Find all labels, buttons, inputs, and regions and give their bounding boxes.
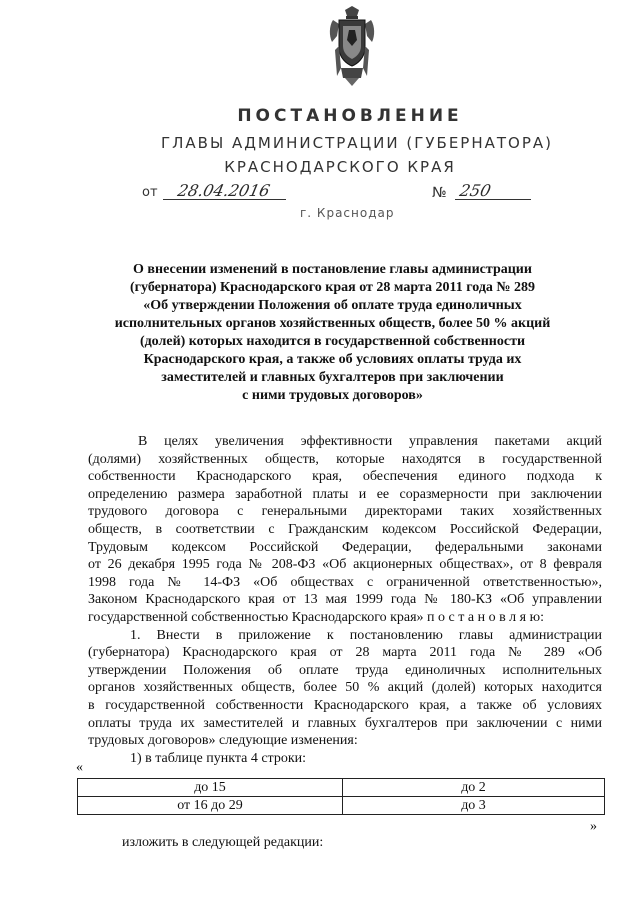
body-line: 1) в таблице пункта 4 строки: [130,750,307,766]
title-line: исполнительных органов хозяйственных обществ, более 50 % акций [114,316,551,331]
title-line: «Об утверждении Положения об оплате труда единоличных [143,298,522,313]
body-line: от 26 декабря 1995 года № 208-ФЗ «Об акционерных обществах», от 8 февраля [88,557,602,573]
body-line: Законом Краснодарского края от 13 мая 1999 года № 180-КЗ «Об управлении [88,592,602,608]
title-line: заместителей и главных бухгалтеров при заключении [161,370,504,385]
body-line: 1998 года № 14-ФЗ «Об обществах с ограниченной ответственностью», [88,574,602,590]
body-line: Трудовым кодексом Российской Федерации, федеральными законами [88,539,602,555]
number-prefix: № [432,185,447,201]
resolution-title [110,261,555,405]
body-line: государственной собственностью Краснодарского края» п о с т а н о в л я ю: [88,609,544,625]
table-row [78,797,605,815]
title-line: (губернатора) Краснодарского края от 28 марта 2011 года № 289 [130,280,535,295]
date-prefix: от [142,185,158,200]
body-line: утверждении Положения об оплате труда единоличных исполнительных [88,662,602,678]
body-line: В целях увеличения эффективности управления пакетами акций [138,434,602,449]
body-line: оплаты труда их заместителей и главных бухгалтеров при заключении с ними [88,715,602,731]
table-cell: до 15 [78,779,343,797]
body-line: определению размера заработной платы и ее соразмерности при заключении [88,486,602,502]
body-line: 1. Внести в приложение к постановлению главы администрации [130,627,602,643]
opening-quote: « [76,760,83,775]
handwritten-date: 28.04.2016 [175,181,272,200]
table-cell: от 16 до 29 [78,797,343,815]
closing-quote: » [590,819,597,834]
handwritten-number: 250 [457,181,493,200]
title-line: (долей) которых находится в государственной собственности [139,334,526,349]
body-line: органов хозяйственных обществ, более 50 % акций (долей) которых находится [88,680,602,696]
body-line: (губернатора) Краснодарского края от 28 марта 2011 года № 289 «Об [88,645,602,661]
issuer-heading: ГЛАВЫ АДМИНИСТРАЦИИ (ГУБЕРНАТОРА) [160,134,554,152]
body-line: (долями) хозяйственных обществ, которые находятся в государственной [88,451,602,467]
table-cell: до 3 [343,797,605,815]
body-line: в государственной собственности Краснодарского края, а также об условиях [88,697,602,713]
coat-of-arms-icon [327,6,377,88]
city-label: г. Краснодар [300,206,395,220]
final-line: изложить в следующей редакции: [122,835,324,850]
region-heading: КРАСНОДАРСКОГО КРАЯ [224,158,456,176]
table-row [78,779,605,797]
body-line: трудовых договоров» следующие изменения: [88,733,358,749]
title-line: с ними трудовых договоров» [242,388,423,403]
body-line: обществ, в соответствии с Гражданским кодексом Российской Федерации, [88,521,602,537]
title-line: Краснодарского края, а также об условиях оплаты труда их [143,352,522,367]
document-type-heading: ПОСТАНОВЛЕНИЕ [237,106,463,126]
rows-table [77,778,605,815]
body-line: собственности Краснодарского края, обеспечения единого подхода к [88,469,602,485]
body-line: трудового договора с генеральными директорами таких хозяйственных [88,504,602,520]
title-line: О внесении изменений в постановление главы администрации [133,262,532,277]
table-cell: до 2 [343,779,605,797]
resolution-body [88,433,602,767]
